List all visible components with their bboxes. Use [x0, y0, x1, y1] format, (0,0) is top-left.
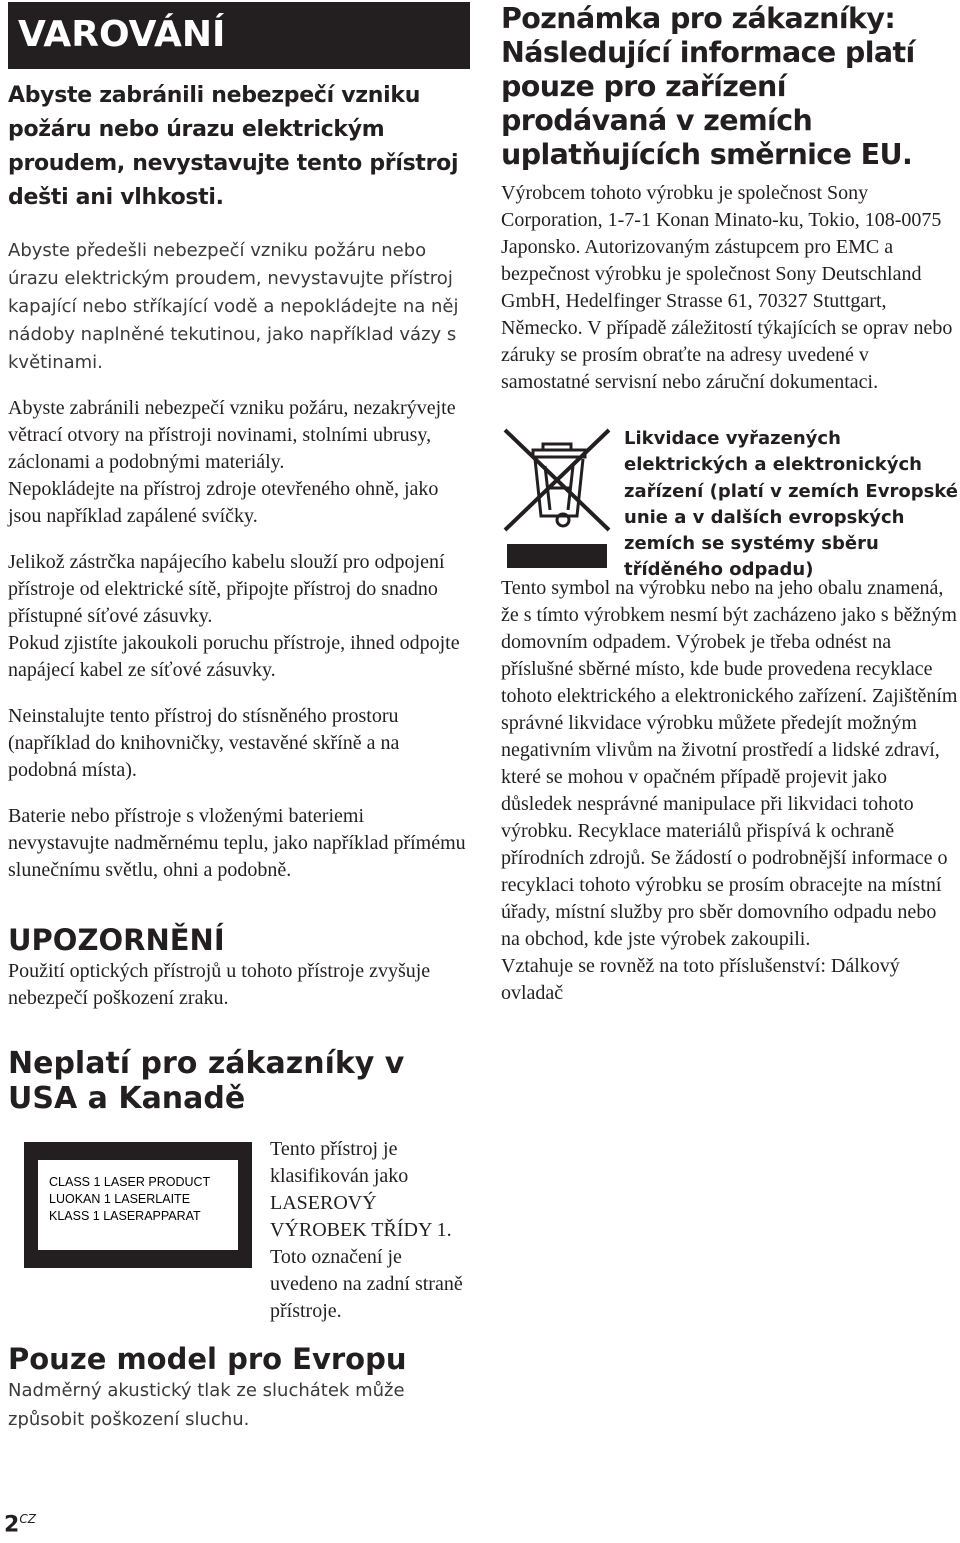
paragraph-battery: Baterie nebo přístroje s vloženými bateriemi nevystavujte nadměrnému teplu, jako například přímému slunečnímu světlu, ohni a podobně.: [8, 805, 466, 881]
usa-canada-heading: Neplatí pro zákazníky v USA a Kanadě: [8, 1046, 405, 1116]
manufacturer-paragraph: Výrobcem tohoto výrobku je společnost Sony Corporation, 1-7-1 Konan Minato-ku, Tokio, 108-0075 Japonsko. Autorizovaným zástupcem pro EMC a bezpečnost výrobku je společnost Sony Deutschland GmbH, Hedelfinger Strasse 61, 70327 Stuttgart, Německo. V případě záležitostí týkajících se oprav nebo záruky se prosím obraťte na adresy uvedené v samostatné servisní nebo záruční dokumentaci.: [501, 182, 953, 393]
caution-heading: UPOZORNĚNÍ: [8, 923, 225, 957]
caution-text: Použití optických přístrojů u tohoto přístroje zvyšuje nebezpečí poškození zraku.: [8, 960, 431, 1009]
laser-label-line: LUOKAN 1 LASERLAITE: [49, 1192, 191, 1206]
laser-label-line: KLASS 1 LASERAPPARAT: [49, 1209, 201, 1223]
paragraph-liquids: Abyste předešli nebezpečí vzniku požáru nebo úrazu elektrickým proudem, nevystavujte přístroj kapající nebo stříkající vodě a nepokládejte na něj nádoby naplněné tekutinou, jako například vázy s květinami.: [8, 240, 459, 373]
warning-heading: VAROVÁNÍ: [8, 2, 470, 69]
accessory-paragraph: Vztahuje se rovněž na toto příslušenství: Dálkový ovladač: [501, 955, 900, 1004]
page-number-value: 2: [4, 1512, 20, 1538]
weee-heading: Likvidace vyřazených elektrických a elektronických zařízení (platí v zemích Evropské unie a v dalších evropských zemích se systémy sběru tříděného odpadu): [624, 428, 959, 581]
laser-class-text: Tento přístroj je klasifikován jako LASEROVÝ VÝROBEK TŘÍDY 1. Toto označení je uvedeno na zadní straně přístroje.: [270, 1138, 463, 1322]
paragraph-fault: Pokud zjistíte jakoukoli poruchu přístroje, ihned odpojte napájecí kabel ze síťové zásuvky.: [8, 632, 460, 681]
laser-label-line: CLASS 1 LASER PRODUCT: [49, 1175, 211, 1189]
weee-block: [501, 426, 960, 581]
eu-note-heading: Poznámka pro zákazníky: Následující informace platí pouze pro zařízení prodávaná v zemích uplatňujících směrnice EU.: [501, 2, 915, 171]
laser-section: [8, 1120, 470, 1342]
safety-paragraphs: [8, 395, 470, 884]
warning-lead: Abyste zabránili nebezpečí vzniku požáru nebo úrazu elektrickým proudem, nevystavujte tento přístroj dešti ani vlhkosti.: [8, 83, 459, 210]
laser-class-label: [24, 1142, 252, 1268]
right-column: [501, 2, 960, 1007]
paragraph-confined: Neinstalujte tento přístroj do stísněného prostoru (například do knihovničky, vestavěné skříně a na podobná místa).: [8, 705, 400, 781]
weee-paragraph: Tento symbol na výrobku nebo na jeho obalu znamená, že s tímto výrobkem nesmí být zacházeno jako s běžným domovním odpadem. Výrobek je třeba odnést na příslušné sběrné místo, kde bude provedena recyklace tohoto elektrického a elektronického zařízení. Zajištěním správné likvidace výrobku můžete předejít možným negativním vlivům na životní prostředí a lidské zdraví, které se mohou v opačném případě projevit jako důsledek nesprávné manipulace při likvidaci tohoto výrobku. Recyklace materiálů přispívá k ochraně přírodních zdrojů. Se žádostí o podrobnější informace o recyklaci tohoto výrobku se prosím obracejte na místní úřady, místní služby pro sběr domovního odpadu nebo na obchod, kde jste výrobek zakoupili.: [501, 577, 958, 950]
laser-label-inner: [38, 1160, 238, 1250]
page-number: [4, 1512, 36, 1537]
paragraph-flame: Nepokládejte na přístroj zdroje otevřeného ohně, jako jsou například zapálené svíčky.: [8, 478, 439, 527]
language-code: CZ: [19, 1512, 36, 1526]
europe-text: Nadměrný akustický tlak ze sluchátek může způsobit poškození sluchu.: [8, 1380, 405, 1430]
europe-heading: Pouze model pro Evropu: [8, 1342, 407, 1376]
left-column: [8, 2, 470, 1434]
paragraph-vents: Abyste zabránili nebezpečí vzniku požáru, nezakrývejte větrací otvory na přístroji novinami, stolními ubrusy, záclonami a podobnými materiály.: [8, 397, 456, 473]
paragraph-plug: Jelikož zástrčka napájecího kabelu slouží pro odpojení přístroje od elektrické sítě, připojte přístroj do snadno přístupné síťové zásuvky.: [8, 551, 445, 627]
